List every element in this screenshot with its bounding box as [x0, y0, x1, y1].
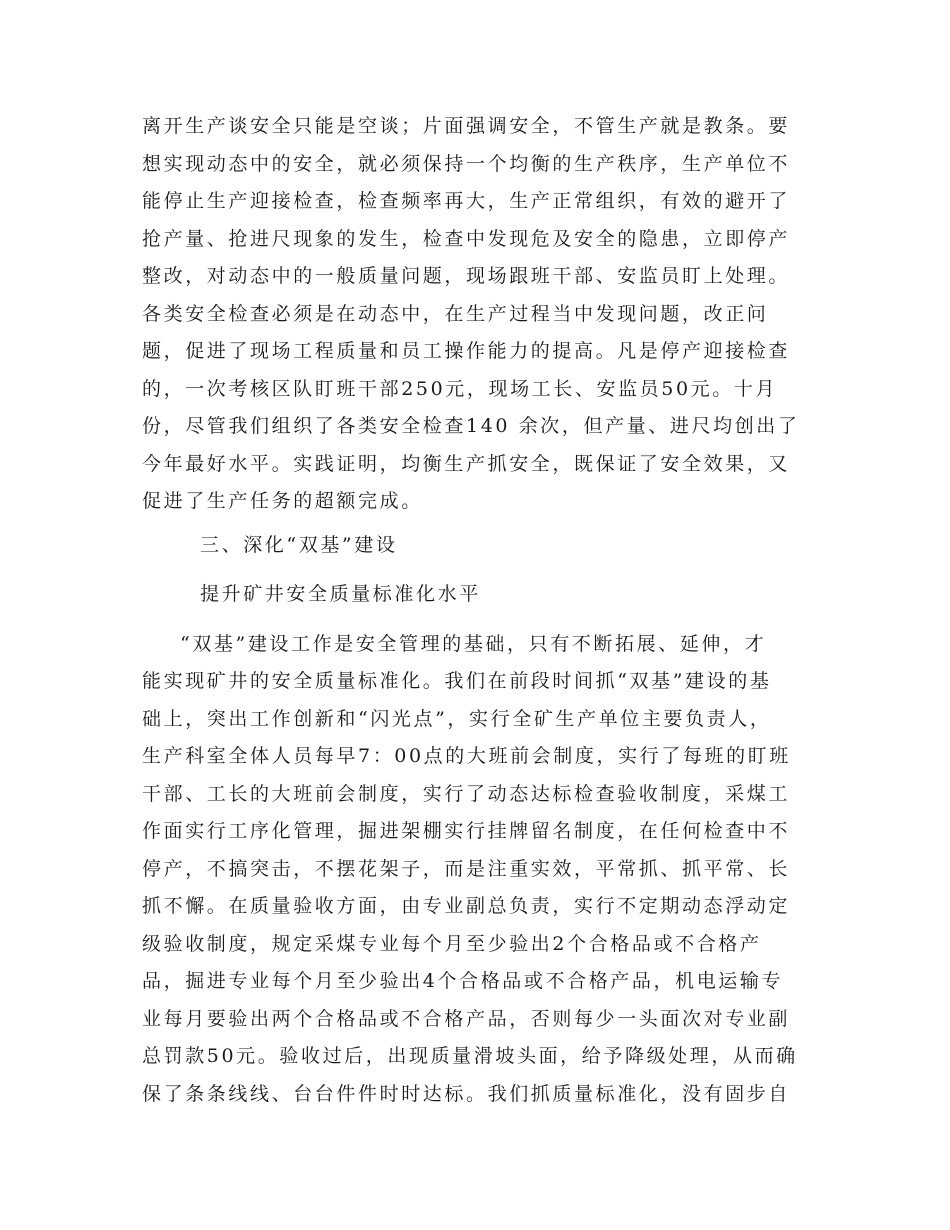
- text-line: 的，一次考核区队盯班干部250元，现场工长、安监员50元。十月: [142, 377, 778, 400]
- text-line: 品，掘进专业每个月至少验出4个合格品或不合格产品，机电运输专: [142, 970, 784, 992]
- text-line: 促进了生产任务的超额完成。: [142, 490, 423, 512]
- text-line: 础上，突出工作创新和“闪光点”，实行全矿生产单位主要负责人，: [142, 707, 772, 730]
- text-line: 份，尽管我们组织了各类安全检查140 余次，但产量、进尺均创出了: [142, 415, 800, 437]
- document-body: [142, 108, 806, 1113]
- text-line: 整改，对动态中的一般质量问题，现场跟班干部、安监员盯上处理。: [142, 265, 791, 287]
- text-line: 总罚款50元。验收过后，出现质量滑坡头面，给予降级处理，从而确: [142, 1045, 798, 1067]
- text-line: 离开生产谈安全只能是空谈；片面强调安全，不管生产就是教条。要: [142, 115, 791, 137]
- text-line: 想实现动态中的安全，就必须保持一个均衡的生产秩序，生产单位不: [142, 152, 791, 175]
- text-line: 今年最好水平。实践证明，均衡生产抓安全，既保证了安全效果，又: [142, 452, 791, 475]
- text-line: 停产，不搞突击，不摆花架子，而是注重实效，平常抓、抓平常、长: [142, 857, 791, 880]
- text-line: 级验收制度，规定采煤专业每个月至少验出2个合格品或不合格产: [142, 932, 762, 955]
- text-line: “双基”建设工作是安全管理的基础，只有不断拓展、延伸，才: [180, 632, 767, 655]
- paragraph-double-basis: [142, 626, 806, 1114]
- text-line: 抢产量、抢进尺现象的发生，检查中发现危及安全的隐患，立即停产: [142, 227, 791, 250]
- paragraph-dynamic-safety: [142, 108, 806, 521]
- text-line: 作面实行工序化管理，掘进架棚实行挂牌留名制度，在任何检查中不: [142, 820, 791, 842]
- text-line: 题，促进了现场工程质量和员工操作能力的提高。凡是停产迎接检查: [142, 340, 791, 362]
- text-line: 生产科室全体人员每早7：00点的大班前会制度，实行了每班的盯班: [142, 745, 791, 767]
- text-line: 抓不懈。在质量验收方面，由专业副总负责，实行不定期动态浮动定: [142, 895, 791, 917]
- text-line: 能停止生产迎接检查，检查频率再大，生产正常组织，有效的避开了: [142, 190, 791, 212]
- text-line: 保了条条线线、台台件件时时达标。我们抓质量标准化，没有固步自: [142, 1082, 791, 1105]
- text-line: 能实现矿井的安全质量标准化。我们在前段时间抓“双基”建设的基: [142, 670, 772, 692]
- section-subheading: 提升矿井安全质量标准化水平: [200, 583, 481, 605]
- text-line: 干部、工长的大班前会制度，实行了动态达标检查验收制度，采煤工: [142, 782, 791, 805]
- text-line: 各类安全检查必须是在动态中，在生产过程当中发现问题，改正问: [142, 302, 769, 325]
- section-heading: 三、深化“双基”建设: [200, 533, 398, 556]
- text-line: 业每月要验出两个合格品或不合格产品，否则每少一头面次对专业副: [142, 1007, 791, 1030]
